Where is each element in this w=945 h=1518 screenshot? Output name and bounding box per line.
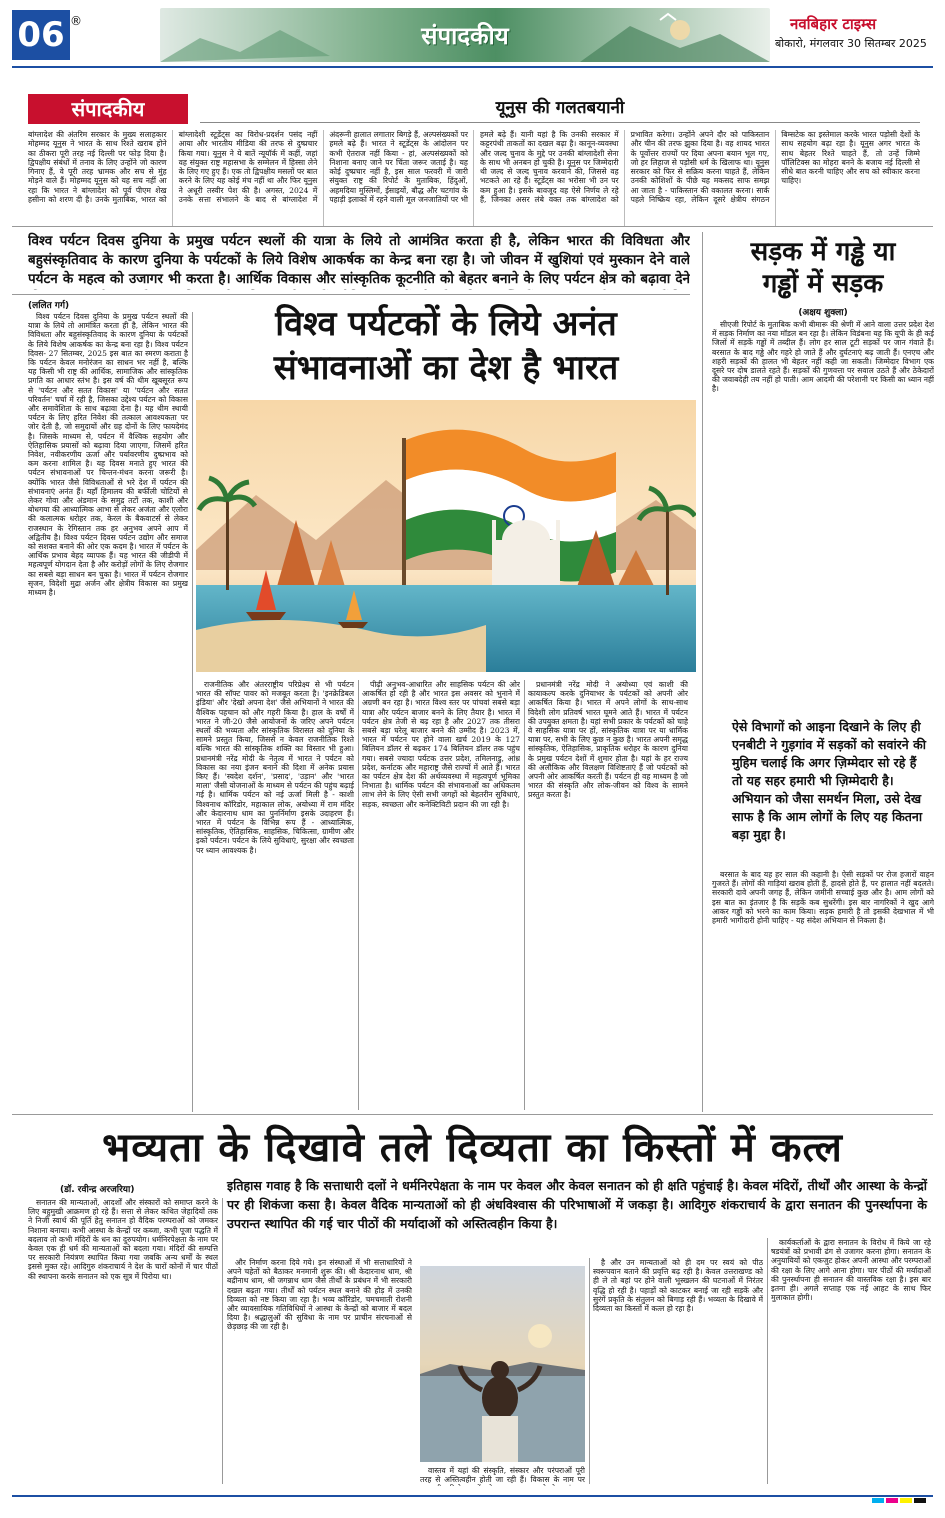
bottom-column-5 — [771, 1238, 931, 1484]
side-byline: (अक्षय शुक्ला) — [798, 308, 848, 318]
side-column-top-text: सीएजी रिपोर्ट के मुताबिक कभी बीमारू की श्रेणी में आने वाला उत्तर प्रदेश देश में सड़क निर्माण का नया मॉडल बन रहा है। लेकिन विडंबना यह कि यूपी के ही कई जिलों में सड़कें गड्ढों में तब्दील हैं। लोग हर साल टूटी सड़कों पर जान गंवाते हैं। बरसात के बाद गड्ढे और गहरे हो जाते हैं और दुर्घटनाएं बढ़ जाती हैं। एनएच और शहरी सड़कों की हालत भी बेहतर नहीं कही जा सकती। जिम्मेदार विभाग एक दूसरे पर दोष डालते रहते हैं। सड़कों की गुणवत्ता पर सवाल उठते हैं और ठेकेदारों की जवाबदेही तय नहीं हो पाती। आम आदमी की परेशानी पर किसी का ध्यान नहीं है। — [712, 320, 934, 394]
lead-column-3 — [362, 680, 520, 1110]
bottom-column-3-text: वास्तव में यहां की संस्कृति, संस्कार और परंपराओं पूरी तरह से अस्तित्वहीन होती जा रही हैं। विकास के नाम पर — [420, 1466, 585, 1485]
side-column-top — [712, 320, 934, 710]
dateline: बोकारो, मंगलवार 30 सितम्बर 2025 — [775, 37, 927, 50]
pilgrim-photo — [420, 1266, 585, 1462]
column-rule — [524, 680, 525, 1110]
lead-headline-line-1: विश्व पर्यटकों के लिये अनंत — [275, 304, 617, 344]
lead-column-1-text: विश्व पर्यटन दिवस दुनिया के प्रमुख पर्यटन स्थलों की यात्रा के लिये तो आमंत्रित करता ही है, लेकिन भारत की विविधता और बहुसंस्कृतिवाद के कारण दुनिया के पर्यटकों के लिये विशेष आकर्षक का केन्द्र बना रहा है। विश्व पर्यटन दिवस- 27 सितम्बर, 2025 इस बात का स्मरण कराता है कि पर्यटन केवल मनोरंजन का साधन भर नहीं है, बल्कि यह किसी भी राष्ट्र की आर्थिक, सामाजिक और सांस्कृतिक प्रगति का आधार स्तंभ है। इस वर्ष की थीम खूबसूरत रूप से 'पर्यटन और सतत विकास' या 'पर्यटन और सतत परिवर्तन' चर्चा में रही है, जिसका उद्देश्य पर्यटन को विकास और समावेशिता के साथ बढ़ावा देना है। यह थीम स्थायी पर्यटन के लिए हरित निवेश की तत्काल आवश्यकता पर जोर देती है, जो समुदायों और ग्रह दोनों के लिए फायदेमंद है। जिसके माध्यम से, पर्यटन में वैश्विक सहयोग और ऐतिहासिक प्रयासों को बढ़ावा दिया जाएगा, जिसमें हरित निवेश, नवीकरणीय ऊर्जा और पर्यावरणीय दुष्प्रभाव को कम करना शामिल है। यह दिवस मनाते हुए भारत की पर्यटन संभावनाओं पर चिन्तन-मंथन करना जरूरी है। क्योंकि भारत जैसे विविधताओं से भरे देश में पर्यटन की संभावनाएं अनंत हैं। यहाँ हिमालय की बर्फीली चोटियों से लेकर गोवा और अंडमान के समुद्र तटों तक, काशी और बोधगया की आध्यात्मिक आभा से लेकर अजंता और एलोरा की कलात्मक धरोहर तक, केरल के बैकवाटर्स से लेकर राजस्थान के रेगिस्तान तक हर अनुभव अपने आप में अद्वितीय है। विश्व पर्यटन दिवस पर्यटन उद्योग और समाज को सशक्त बनाने की ओर एक कदम है। भारत में पर्यटन के आर्थिक प्रभाव बेहद व्यापक हैं। यह भारत की जीडीपी में महत्वपूर्ण योगदान देता है और करोड़ों लोगों के लिए रोजगार का सबसे बड़ा साधन बन चुका है। भारत में पर्यटन रोजगार सृजन, विदेशी मुद्रा अर्जन और क्षेत्रीय विकास का प्रमुख माध्यम है। — [28, 312, 188, 598]
lead-column-4 — [528, 680, 688, 1110]
page-number: 06 — [12, 10, 70, 60]
lead-column-4-text: प्रधानमंत्री नरेंद्र मोदी ने अयोध्या एवं काशी की कायाकल्प करके दुनियाभर के पर्यटकों को अपनी ओर आकर्षित किया है। भारत में अपने लोगों के साथ-साथ विदेशी लोग प्रतिवर्ष भारत घूमने आते हैं। भारत में पर्यटन की उपयुक्त क्षमता है। यहां सभी प्रकार के पर्यटकों को चाहे वे साहसिक यात्रा पर हों, सांस्कृतिक यात्रा पर या धार्मिक यात्रा पर, सभी के लिए कुछ न कुछ है। भारत अपनी समृद्ध सांस्कृतिक, ऐतिहासिक, प्राकृतिक धरोहर के कारण दुनिया के प्रमुख पर्यटन देशों में शुमार होता है। यहां के हर राज्य की अलौकिक और विलक्षण विशिष्टताएं हैं जो पर्यटकों को अपनी ओर आकर्षित करती हैं। पर्यटन ही वह माध्यम है जो भारत की संस्कृति और लोक-जीवन को विश्व के सामने प्रस्तुत करता है। — [528, 680, 688, 800]
bottom-intro: इतिहास गवाह है कि सत्ताधारी दलों ने धर्मनिरपेक्षता के नाम पर केवल और केवल सनातन को ही क्षति पहुंचाई है। केवल मंदिरों, तीर्थों और आस्था के केन्द्रों पर ही शिकंजा कसा है। केवल वैदिक मान्यताओं को ही अंधविश्वास की परिभाषाओं में जकड़ा है। आदिगुरु शंकराचार्य के द्वारा सनातन की पुनर्स्थापना के उपरान्त स्थापित की गई चार पीठों की मर्यादाओं को अस्तित्वहीन किया है। — [227, 1178, 927, 1231]
section-title: संपादकीय — [421, 22, 509, 50]
intro-divider — [12, 294, 690, 295]
tourism-illustration — [196, 400, 696, 672]
side-pull-quote: ऐसे विभागों को आइना दिखाने के लिए ही एनबीटी ने गुड़गांव में सड़कों को सवांरने की मुहिम चलाई कि अगर ज़िम्मेदार सो रहे हैं तो यह सहर हमारी भी ज़िम्मेदारी है। अभियान को जैसा समर्थन मिला, उसे देख साफ है कि आम लोगों के लिए यह कितना बड़ा मुद्दा है। — [732, 719, 926, 842]
masthead-rule — [12, 66, 933, 68]
bottom-column-5-text: कार्यकर्ताओं के द्वारा सनातन के विरोध में किये जा रहे षडयंत्रों को प्रभावी ढंग से उजागर करना होगा। सनातन के अनुयायियों को एकजुट होकर अपनी आस्था और परम्पराओं की रक्षा के लिए आगे आना होगा। चार पीठों की मर्यादाओं की पुनर्स्थापना ही सनातन की वास्तविक रक्षा है। इस बार इतना ही। अगले सप्ताह एक नई आहट के साथ फिर मुलाकात होगी। — [771, 1238, 931, 1303]
editorial-body: बांग्लादेश की अंतरिम सरकार के मुख्य सलाहकार मोहम्मद यूनुस ने भारत के साथ रिश्ते खराब होने का ठीकरा पूरी तरह नई दिल्ली पर फोड़ दिया है। द्विपक्षीय संबंधों में तनाव के लिए उन्होंने जो कारण गिनाए हैं, वे पूरी तरह भ्रामक और सच से मुंह मोड़ने वाले हैं। मोहम्मद यूनुस को यह सच नहीं आ रहा कि भारत ने बांग्लादेश को पूर्व पीएम शेख हसीना को शरण दी है। उनके मुताबिक, भारत को बांग्लादेशी स्टूडेंट्स का विरोध-प्रदर्शन पसंद नहीं आया और भारतीय मीडिया की तरफ से दुष्प्रचार किया गया। यूनुस ने ये बातें न्यूयॉर्क में कहीं, जहां वह संयुक्त राष्ट्र महासभा के सम्मेलन में हिस्सा लेने के लिए गए हुए हैं। एक तो द्विपक्षीय मसलों पर बात करने के लिए यह कोई मंच नहीं था और फिर यूनुस ने अधूरी तस्वीर पेश की है। अगस्त, 2024 में उनके सत्ता संभालने के बाद से बांग्लादेश में अंदरूनी हालात लगातार बिगड़े हैं, अल्पसंख्यकों पर हमले बढ़े हैं। भारत ने स्टूडेंट्स के आंदोलन पर कभी ऐतराज नहीं किया - हां, अल्पसंख्यकों को निशाना बनाए जाने पर चिंता जरूर जताई है। यह कोई दुष्प्रचार नहीं है, इस साल फरवरी में जारी संयुक्त राष्ट्र की रिपोर्ट के मुताबिक, हिंदुओं, अहमदिया मुस्लिमों, ईसाइयों, बौद्ध और चटगांव के पहाड़ी इलाकों में रहने वाली मूल जनजातियों पर भी हमले बढ़े हैं। यानी यहां है कि उनकी सरकार में कट्टरपंथी ताकतों का दखल बढ़ा है। कानून-व्यवस्था और जल्द चुनाव के मुद्दे पर उनकी बांग्लादेशी सेना के साथ भी अनबन हो चुकी है। यूनुस पर जिम्मेदारी थी जल्द से जल्द चुनाव करवाने की, जिससे वह भटकते आ रहे हैं। स्टूडेंट्स का भरोसा भी उन पर कम हुआ है। इसके बावजूद वह ऐसे निर्णय ले रहे हैं, जिनका असर लंबे वक्त तक बांग्लादेश को प्रभावित करेगा। उन्होंने अपने दौर को पाकिस्तान और चीन की तरफ झुका दिया है। वह शायद भारत के पूर्वोत्तर राज्यों पर दिया अपना बयान भूल गए, जो हर लिहाज से पड़ोसी धर्म के खिलाफ था। यूनुस सरकार को फिर से सक्रिय करना चाहते हैं, लेकिन उनकी कोशिशों के पीछे यह मकसद साफ समझ आ जाता है - पाकिस्तान की वकालत करना। सार्क पहले निष्क्रिय रहा, लेकिन दूसरे क्षेत्रीय संगठन बिम्सटेक का इस्तेमाल करके भारत पड़ोसी देशों के साथ सहयोग बढ़ा रहा है। यूनुस अगर भारत के साथ बेहतर रिश्ते चाहते हैं, तो उन्हें जिम्मे पॉलिटिक्स का मोहरा बनने के बजाय नई दिल्ली से सीधे बात करनी चाहिए और सच को स्वीकार करना चाहिए। — [28, 130, 920, 205]
side-column-bottom-text: बरसात के बाद यह हर साल की कहानी है। ऐसी सड़कों पर रोज हजारों वाहन गुजरते हैं। लोगों की गाड़ियां खराब होती हैं, हादसे होते हैं, पर हालात नहीं बदलते। सरकारी दावे अपनी जगह हैं, लेकिन जमीनी सच्चाई कुछ और है। आम लोगों को इस बात का इंतजार है कि सड़कें कब सुधरेंगी। इस बार नागरिकों ने खुद आगे आकर गड्ढों को भरने का काम किया। सड़क हमारी है तो इसकी देखभाल में भी हमारी भागीदारी होनी चाहिए - यह संदेश अभियान से निकला है। — [712, 870, 934, 926]
column-rule — [767, 1238, 768, 1484]
editorial-title: यूनुस की गलतबयानी — [495, 98, 625, 118]
editorial-title-rule — [200, 122, 920, 123]
bottom-column-1-text: सनातन की मान्यताओं, आदर्शों और संस्कारों को समाप्त करने के लिए बहुमुखी आक्रमण हो रहे हैं। सत्ता से लेकर कथित जेहादियों तक ने निजी स्वार्थ की पूर्ति हेतु सनातन हो वैदिक परम्पराओं को जमकर निशाना बनाया। कभी आस्था के केन्द्रों पर कब्जा, कभी पूजा पद्धति में बदलाव तो कभी मंदिरों के धन का दुरुपयोग। धर्मनिरपेक्षता के नाम पर केवल एक ही धर्म की मान्यताओं को बदला गया। मंदिरों की सम्पत्ति पर सरकारी नियंत्रण स्थापित किया गया जबकि अन्य धर्मों के स्थल इससे मुक्त रहे। आदिगुरु शंकराचार्य ने देश के चारों कोनों में चार पीठों की स्थापना करके सनातन को एक सूत्र में पिरोया था। — [28, 1198, 218, 1281]
lead-column-2 — [196, 680, 354, 1110]
bottom-byline: (डॉ. रवीन्द्र अरजरिया) — [60, 1185, 135, 1195]
section-divider — [12, 1114, 933, 1115]
section-band — [160, 8, 770, 62]
bottom-column-2 — [227, 1258, 412, 1484]
bottom-headline: भव्यता के दिखावे तले दिव्यता का किस्तों में कत्ल — [102, 1125, 843, 1171]
column-rule — [358, 680, 359, 1110]
paper-name: नवबिहार टाइम्स — [790, 15, 877, 33]
masthead — [0, 0, 945, 70]
lead-column-2-text: राजनीतिक और अंतरराष्ट्रीय परिप्रेक्ष्य से भी पर्यटन भारत की सॉफ्ट पावर को मजबूत करता है। 'इनक्रेडिबल इंडिया' और 'देखो अपना देश' जैसे अभियानों ने भारत की वैश्विक पहचान को और गहरी किया है। हाल के वर्षों में भारत ने जी-20 जैसे आयोजनों के जरिए अपने पर्यटन स्थलों की भव्यता और सांस्कृतिक विरासत को दुनिया के सामने प्रस्तुत किया, जिससे न केवल राजनीतिक रिश्ते बल्कि भारत की सांस्कृतिक शक्ति का विस्तार भी हुआ। प्रधानमंत्री नरेंद्र मोदी के नेतृत्व में भारत ने पर्यटन को विकास का नया इंजन बनाने की दिशा में अनेक प्रयास किए हैं। 'स्वदेश दर्शन', 'प्रसाद', 'उड़ान' और 'भारत माला' जैसी योजनाओं के माध्यम से पर्यटन की पहुंच बढ़ाई गई है। धार्मिक पर्यटन को नई ऊर्जा मिली है - काशी विश्वनाथ कॉरिडोर, महाकाल लोक, अयोध्या में राम मंदिर और केदारनाथ धाम का पुनर्निर्माण इसके उदाहरण हैं। भारत में पर्यटन के विभिन्न रूप हैं - आध्यात्मिक, सांस्कृतिक, ऐतिहासिक, साहसिक, चिकित्सा, ग्रामीण और इको पर्यटन। पर्यटन के लिये सुविधाएं, सुरक्षा और स्वच्छता पर ध्यान आवश्यक है। — [196, 680, 354, 855]
editorial-label: संपादकीय — [28, 94, 188, 124]
india-tourism-image — [196, 400, 696, 672]
bottom-column-3 — [420, 1466, 585, 1486]
lead-byline: (ललित गर्ग) — [28, 301, 70, 311]
lead-column-3-text: पीढ़ी अनुभव-आधारित और साहसिक पर्यटन की ओर आकर्षित हो रही है और भारत इस अवसर को भुनाने में अग्रणी बन रहा है। भारत विश्व स्तर पर पांचवां सबसे बड़ा यात्रा और पर्यटन बाजार बनने के लिए तैयार है। भारत में पर्यटन क्षेत्र तेजी से बढ़ रहा है और 2027 तक तीसरा सबसे बड़ा घरेलू बाजार बनने की उम्मीद है। 2023 में, भारत में पर्यटन पर होने वाला खर्च 2019 के 127 बिलियन डॉलर से बढ़कर 174 बिलियन डॉलर तक पहुंच गया। सबसे ज्यादा पर्यटक उत्तर प्रदेश, तमिलनाडु, आंध्र प्रदेश, कर्नाटक और महाराष्ट्र जैसे राज्यों में आते हैं। भारत का पर्यटन क्षेत्र देश की अर्थव्यवस्था में महत्वपूर्ण भूमिका निभाता है। धार्मिक पर्यटन की संभावनाओं का अधिकतम लाभ लेने के लिए ऐसी सभी जगहों को बेहतरीन सुविधाएं, सड़क, स्वच्छता और कनेक्टिविटी प्रदान की जा रही है। — [362, 680, 520, 809]
river-prayer-image — [420, 1266, 585, 1462]
registration-color-strip — [12, 1488, 933, 1496]
bottom-column-4 — [593, 1258, 763, 1484]
column-rule — [702, 232, 703, 1112]
bottom-column-1 — [28, 1198, 218, 1484]
column-rule — [222, 1198, 223, 1484]
section-divider — [12, 226, 933, 227]
side-column-bottom — [712, 870, 934, 1110]
side-headline — [712, 236, 934, 300]
column-rule — [192, 312, 193, 1112]
side-headline-line-2: गड्ढों में सड़क — [762, 269, 884, 299]
lead-headline — [196, 302, 696, 390]
registration-mark: ® — [70, 14, 82, 28]
color-bars-icon — [12, 1495, 933, 1503]
column-rule — [589, 1258, 590, 1484]
lead-intro: विश्व पर्यटन दिवस दुनिया के प्रमुख पर्यटन स्थलों की यात्रा के लिये तो आमंत्रित करता ही है, लेकिन भारत की विविधता और बहुसंस्कृतिवाद के कारण दुनिया के पर्यटकों के लिये विशेष आकर्षक का केन्द्र बना रहा है। जो जीवन में खुशियां एवं मुस्कान देने वाले पर्यटन के महत्व को उजागर भी करता है। आर्थिक विकास और सांस्कृतिक कूटनीति को बेहतर बनाने के लिए पर्यटन क्षेत्र को बढ़ावा देने — [28, 233, 690, 287]
bottom-column-4-text: है और उन मान्यताओं को ही दम पर स्वयं को पीठ स्वरूपवान बताने की प्रवृत्ति बढ़ रही है। केवल उत्तराखण्ड को ही ले तो बहां पर होने वाली भूस्खलन की घटनाओं में निरंतर वृद्धि हो रही है। पहाड़ों को काटकर बनाई जा रही सड़कें और सुरंगें प्रकृति के संतुलन को बिगाड़ रही हैं। भव्यता के दिखावे में दिव्यता का किस्तों में कत्ल हो रहा है। — [593, 1258, 763, 1314]
side-headline-line-1: सड़क में गड्ढे या — [750, 237, 896, 267]
bottom-column-2-text: और निर्माण करना दिये गये। इन संस्थाओं में भी सत्ताधारियों ने अपने चहेतों को बैठाकर मनमानी शुरू की। श्री केदारनाथ धाम, श्री बद्रीनाथ धाम, श्री जगन्नाथ धाम जैसे तीर्थों के प्रबंधन में भी सरकारी दखल बढ़ता गया। तीर्थों को पर्यटन स्थल बनाने की होड़ में उनकी दिव्यता को नष्ट किया जा रहा है। भव्य कॉरिडोर, चमचमाती रोशनी और व्यावसायिक गतिविधियों ने आस्था के केन्द्रों को बाजार में बदल दिया है। श्रद्धालुओं की सुविधा के नाम पर प्राचीन संरचनाओं से छेड़छाड़ की जा रही है। — [227, 1258, 412, 1332]
lead-headline-line-2: संभावनाओं का देश है भारत — [273, 348, 619, 388]
lead-column-1 — [28, 312, 188, 1112]
